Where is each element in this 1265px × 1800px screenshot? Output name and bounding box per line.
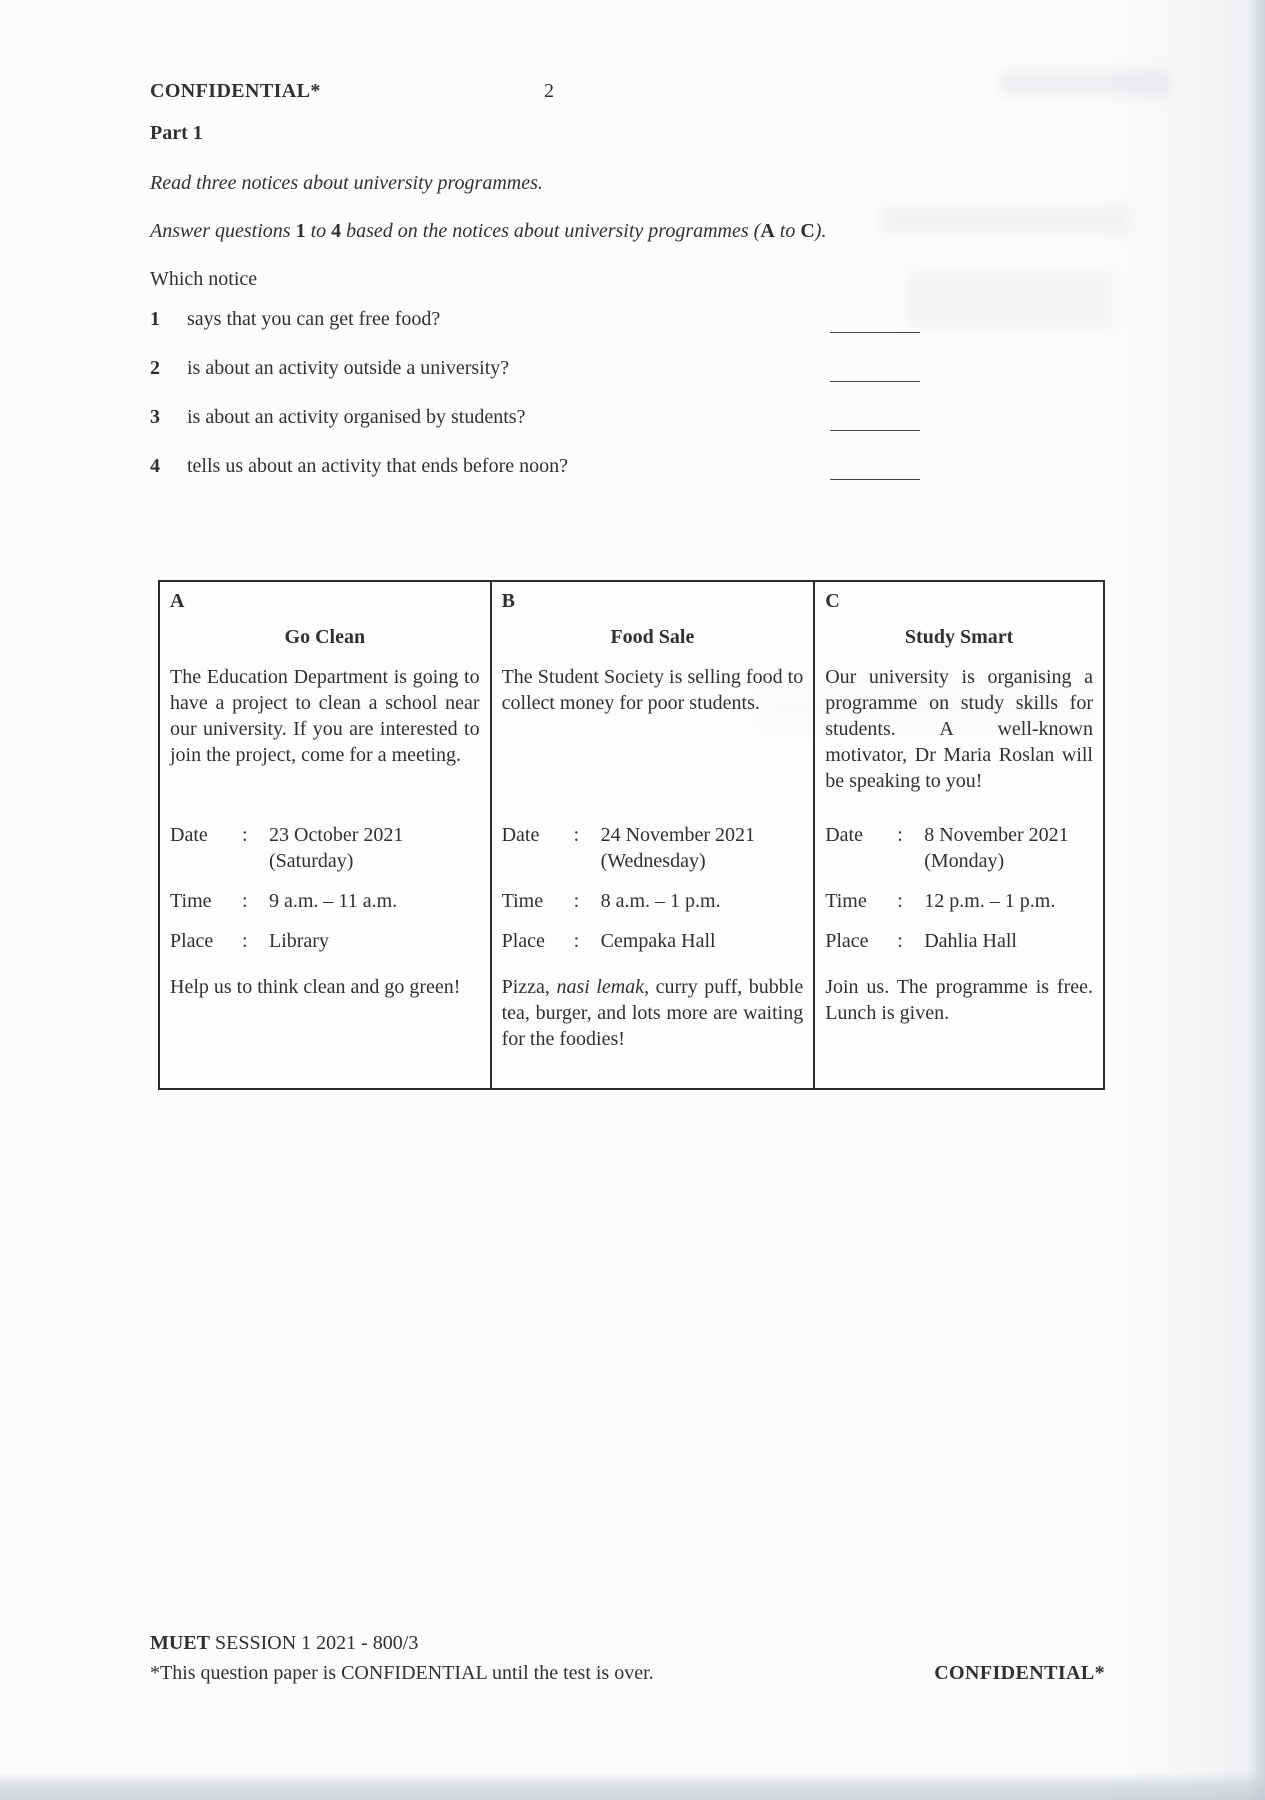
detail-value-day: (Saturday)	[269, 850, 354, 872]
detail-row-date-day	[825, 848, 1093, 874]
detail-value: 8 November 2021	[924, 824, 1069, 846]
question-list	[150, 306, 920, 502]
detail-value-day: (Wednesday)	[600, 850, 706, 872]
detail-value: Cempaka Hall	[600, 930, 716, 952]
detail-row-date	[502, 822, 804, 848]
scan-artifact-bottom-band	[0, 1772, 1265, 1800]
detail-label: Time	[170, 890, 212, 912]
page-header	[150, 80, 1105, 103]
detail-value: 23 October 2021	[269, 824, 404, 846]
question-number: 2	[150, 357, 160, 379]
question-row-1	[150, 306, 920, 355]
detail-value: Library	[269, 930, 329, 952]
detail-value: 24 November 2021	[600, 824, 756, 846]
notice-description: Our university is organising a programme on study skills for students. A well-known motivator, Dr Maria Roslan will be speaking to you!	[825, 666, 1093, 792]
notice-letter: C	[825, 590, 840, 612]
detail-label: Date	[170, 824, 208, 846]
notice-title: Food Sale	[610, 626, 695, 648]
scan-artifact-right-edge	[1249, 0, 1265, 1800]
detail-row-place	[502, 928, 804, 954]
question-row-2	[150, 355, 920, 404]
page-number: 2	[544, 80, 554, 102]
detail-value-day: (Monday)	[924, 850, 1005, 872]
detail-row-date	[825, 822, 1093, 848]
detail-value: 8 a.m. – 1 p.m.	[600, 890, 721, 912]
notice-title: Study Smart	[904, 626, 1014, 648]
question-number: 3	[150, 406, 160, 428]
detail-row-time	[825, 888, 1093, 914]
detail-row-date-day	[502, 848, 804, 874]
detail-colon: :	[897, 890, 903, 912]
question-row-3	[150, 404, 920, 453]
which-notice-stem: Which notice	[150, 268, 258, 290]
detail-colon: :	[573, 930, 580, 952]
notice-closing: Join us. The programme is free. Lunch is given.	[825, 976, 1093, 1024]
detail-row-date	[170, 822, 480, 848]
question-text: is about an activity organised by students?	[187, 406, 526, 428]
page-footer	[150, 1628, 1105, 1688]
question-row-4	[150, 453, 920, 502]
detail-label: Date	[501, 824, 540, 846]
notice-details	[502, 822, 804, 954]
part-label: Part 1	[150, 122, 203, 144]
answer-blank-4	[830, 479, 920, 480]
footer-confidential-note: *This question paper is CONFIDENTIAL until the test is over.	[150, 1662, 654, 1684]
notice-description: The Education Department is going to have a project to clean a school near our university. If you are interested to join the project, come for a meeting.	[170, 666, 480, 766]
detail-value: 9 a.m. – 11 a.m.	[269, 890, 398, 912]
detail-label: Time	[825, 890, 867, 912]
notice-title: Go Clean	[284, 626, 366, 648]
answer-blank-2	[830, 381, 920, 382]
detail-colon: :	[573, 890, 580, 912]
notice-letter: A	[170, 590, 185, 612]
question-text: is about an activity outside a university?	[187, 357, 510, 379]
detail-row-place	[825, 928, 1093, 954]
detail-row-place	[170, 928, 480, 954]
detail-label: Date	[825, 824, 863, 846]
answer-blank-3	[830, 430, 920, 431]
notice-letter: B	[501, 590, 515, 612]
instruction-answer-questions: Answer questions 1 to 4 based on the notices about university programmes (A to C).	[150, 220, 827, 242]
notice-cell-c	[813, 582, 1103, 1088]
scan-artifact-ghost	[905, 268, 1115, 332]
notice-details	[170, 822, 480, 954]
question-text: tells us about an activity that ends before noon?	[187, 455, 569, 477]
notice-cell-b	[490, 582, 814, 1088]
detail-label: Place	[501, 930, 545, 952]
footer-exam-name: MUET	[150, 1632, 210, 1654]
detail-colon: :	[242, 890, 248, 912]
detail-colon: :	[242, 930, 248, 952]
footer-paper-code	[150, 1628, 1105, 1658]
notice-closing: Pizza, nasi lemak, curry puff, bubble tea, burger, and lots more are waiting for the foodies!	[501, 976, 804, 1050]
answer-blank-1	[830, 332, 920, 333]
detail-value: 12 p.m. – 1 p.m.	[924, 890, 1056, 912]
instruction-read-notices: Read three notices about university programmes.	[150, 172, 543, 194]
notices-table	[158, 580, 1105, 1090]
confidential-header-label: CONFIDENTIAL*	[150, 80, 321, 102]
detail-label: Place	[825, 930, 869, 952]
detail-value: Dahlia Hall	[924, 930, 1017, 952]
detail-row-time	[170, 888, 480, 914]
detail-label: Time	[501, 890, 544, 912]
detail-colon: :	[897, 930, 903, 952]
detail-colon: :	[897, 824, 903, 846]
scan-artifact-right-tint	[1105, 0, 1265, 1800]
detail-label: Place	[170, 930, 214, 952]
detail-row-date-day	[170, 848, 480, 874]
notice-description: The Student Society is selling food to collect money for poor students.	[501, 666, 804, 714]
question-text: says that you can get free food?	[187, 308, 441, 330]
footer-confidential-label: CONFIDENTIAL*	[934, 1662, 1105, 1684]
detail-colon: :	[573, 824, 580, 846]
question-number: 4	[150, 455, 160, 477]
notice-cell-a	[160, 582, 490, 1088]
question-number: 1	[150, 308, 160, 330]
footer-session-code: SESSION 1 2021 - 800/3	[210, 1632, 419, 1654]
detail-row-time	[502, 888, 804, 914]
detail-colon: :	[242, 824, 248, 846]
notice-details	[825, 822, 1093, 954]
notice-closing: Help us to think clean and go green!	[170, 976, 461, 998]
